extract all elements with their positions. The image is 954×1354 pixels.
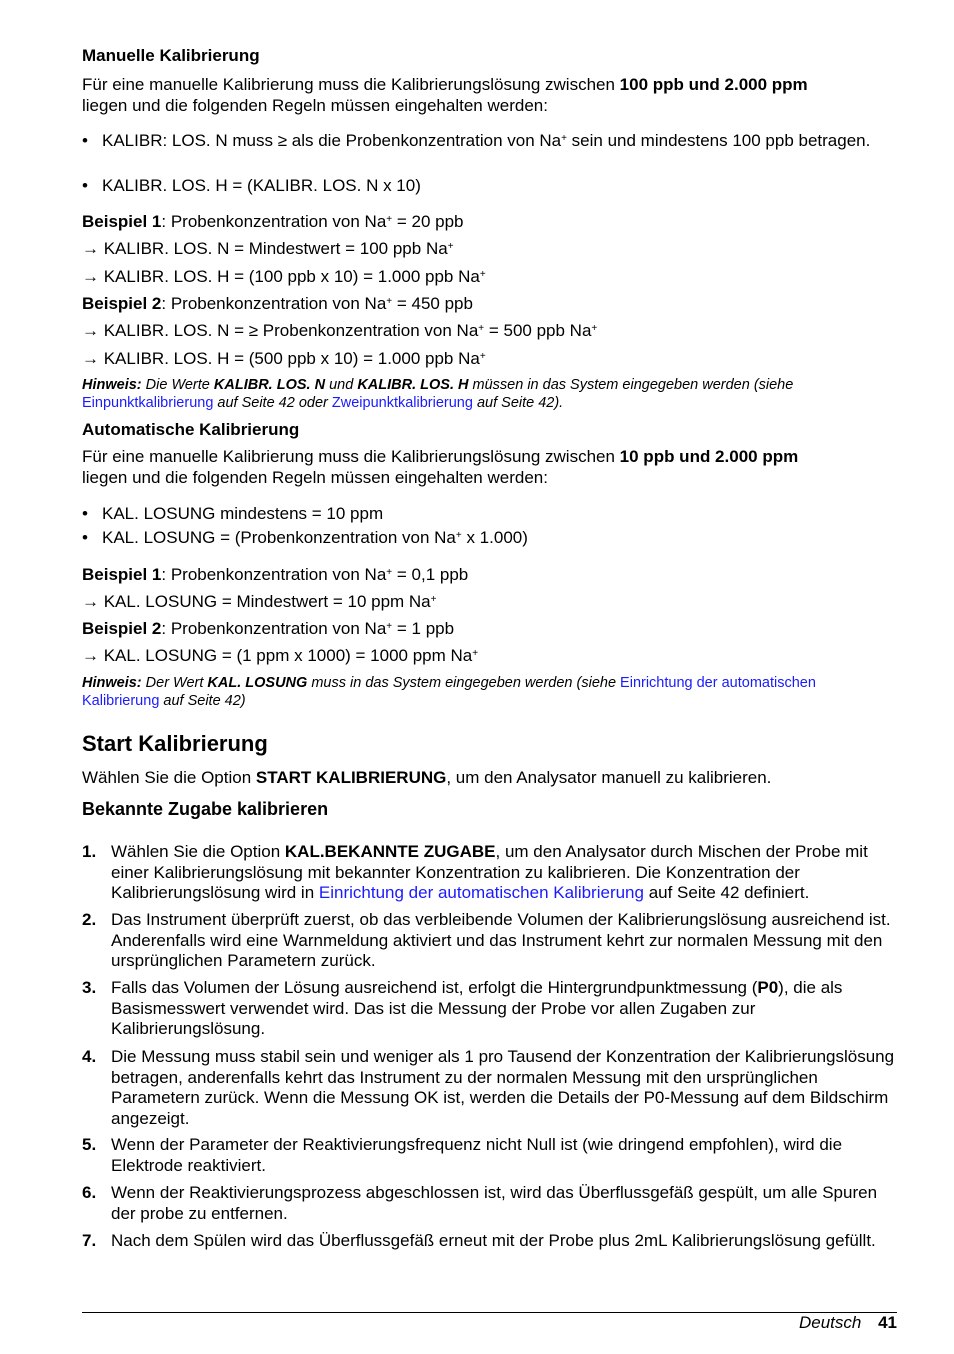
page-footer bbox=[799, 1313, 897, 1333]
section-heading-manual: Manuelle Kalibrierung bbox=[82, 46, 260, 65]
link-einrichtung-auto-kalibrierung-step[interactable]: Einrichtung der automatischen Kalibrierung bbox=[318, 883, 644, 902]
section-heading-start: Start Kalibrierung bbox=[82, 731, 268, 756]
example-2-result-n: → KALIBR. LOS. N = ≥ Probenkonzentration von Na+ = 500 ppb Na+ bbox=[82, 321, 598, 340]
auto-example-2: Beispiel 2: Probenkonzentration von Na+ = 1 ppb bbox=[82, 619, 455, 638]
auto-intro: Für eine manuelle Kalibrierung muss die Kalibrierungslösung zwischen 10 ppb und 2.000 ppm liegen und die folgenden Regeln müssen eingehalten werden: bbox=[82, 447, 799, 487]
example-2: Beispiel 2: Probenkonzentration von Na+ = 450 ppb bbox=[82, 294, 473, 313]
manual-intro: Für eine manuelle Kalibrierung muss die Kalibrierungslösung zwischen 100 ppb und 2.000 ppm liegen und die folgenden Regeln müssen eingehalten werden: bbox=[82, 75, 808, 115]
link-einpunktkalibrierung[interactable]: Einpunktkalibrierung bbox=[82, 395, 214, 411]
section-heading-auto: Automatische Kalibrierung bbox=[82, 420, 300, 439]
example-2-result-h: → KALIBR. LOS. H = (500 ppb x 10) = 1.000 ppb Na+ bbox=[82, 349, 486, 368]
page-number: 41 bbox=[878, 1313, 897, 1332]
footer-language: Deutsch bbox=[798, 1313, 862, 1332]
example-1-result-h: → KALIBR. LOS. H = (100 ppb x 10) = 1.000 ppb Na+ bbox=[82, 267, 486, 286]
section-heading-known: Bekannte Zugabe kalibrieren bbox=[82, 799, 329, 819]
note-manual: Hinweis: Die Werte KALIBR. LOS. N und KALIBR. LOS. H müssen in das System eingegeben werden (siehe Einpunktkalibrierung auf Seite 42 oder Zweipunktkalibrierung auf Seite 42). bbox=[82, 377, 794, 411]
link-einrichtung-auto-kalibrierung[interactable]: Einrichtung der automatischen Kalibrierung bbox=[82, 675, 816, 709]
example-1-result-n: → KALIBR. LOS. N = Mindestwert = 100 ppb Na+ bbox=[82, 239, 454, 258]
auto-example-2-result: → KAL. LOSUNG = (1 ppm x 1000) = 1000 ppm Na+ bbox=[82, 646, 479, 665]
footer-divider bbox=[82, 1312, 897, 1313]
auto-example-1-result: → KAL. LOSUNG = Mindestwert = 10 ppm Na+ bbox=[82, 592, 437, 611]
auto-example-1: Beispiel 1: Probenkonzentration von Na+ = 0,1 ppb bbox=[82, 565, 469, 584]
note-auto: Hinweis: Der Wert KAL. LOSUNG muss in das System eingegeben werden (siehe Einrichtung der automatischen Kalibrierung auf Seite 42) bbox=[82, 675, 816, 709]
start-text: Wählen Sie die Option START KALIBRIERUNG, um den Analysator manuell zu kalibrieren. bbox=[82, 768, 772, 787]
link-zweipunktkalibrierung[interactable]: Zweipunktkalibrierung bbox=[331, 395, 473, 411]
example-1: Beispiel 1: Probenkonzentration von Na+ = 20 ppb bbox=[82, 212, 464, 231]
